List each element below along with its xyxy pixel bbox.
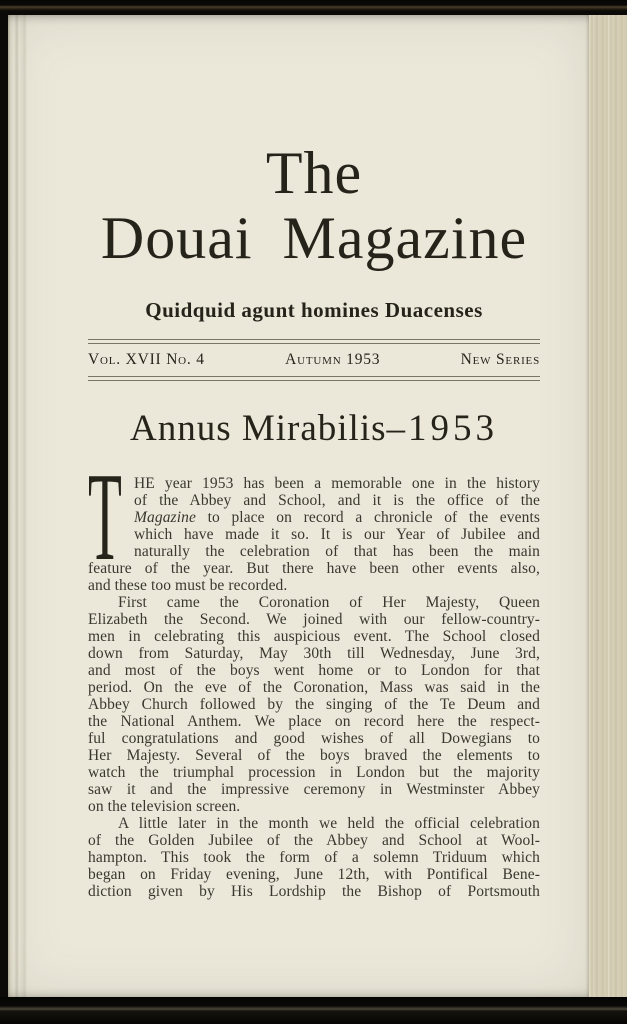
- article-title: [88, 408, 540, 450]
- text-line: of the Golden Jubilee of the Abbey and School at Wool-: [88, 831, 540, 849]
- text-line: diction given by His Lordship the Bishop of Portsmouth: [88, 882, 540, 900]
- magazine-page: [8, 15, 589, 997]
- issue-line: [88, 350, 540, 370]
- text-line: A little later in the month we held the official celebration: [118, 814, 540, 832]
- text-line: HE year 1953 has been a memorable one in the history: [134, 474, 540, 492]
- article-body: [88, 447, 540, 900]
- paragraph: [88, 594, 540, 815]
- text-line: the National Anthem. We place on record here the respect-: [88, 712, 540, 730]
- text-line: men in celebrating this auspicious event. The School closed: [88, 627, 540, 645]
- text-line: watch the triumphal procession in London but the majority: [88, 763, 540, 781]
- book-fore-edge-pages: [589, 15, 627, 997]
- bottom-black-border: [0, 997, 627, 1024]
- text-line: down from Saturday, May 30th till Wednesday, June 3rd,: [88, 644, 540, 662]
- text-line: Abbey Church followed by the singing of the Te Deum and: [88, 695, 540, 713]
- issue-volume: Vol. XVII No. 4: [88, 351, 205, 368]
- text-line: on the television screen.: [88, 797, 241, 815]
- issue-series: New Series: [460, 351, 540, 368]
- double-rule-top: [88, 339, 540, 344]
- magazine-title-line2: Douai Magazine: [100, 205, 528, 271]
- text-line: which have made it so. It is our Year of Jubilee and: [134, 525, 540, 543]
- issue-season: Autumn 1953: [285, 351, 381, 368]
- masthead: [88, 140, 540, 323]
- text-line: hampton. This took the form of a solemn Triduum which: [88, 848, 540, 866]
- text-line: period. On the eve of the Coronation, Mass was said in the: [88, 678, 540, 696]
- top-black-border: [0, 0, 627, 15]
- page-content: [8, 15, 589, 900]
- article-title-year: 1953: [408, 408, 499, 449]
- magazine-title-line1: The: [265, 140, 363, 206]
- text-line: began on Friday evening, June 12th, with Pontifical Bene-: [88, 865, 540, 883]
- text-line: First came the Coronation of Her Majesty, Queen: [118, 593, 540, 611]
- text-line: Her Majesty. Several of the boys braved the elements to: [88, 746, 540, 764]
- text-line: Elizabeth the Second. We joined with our fellow-country-: [88, 610, 540, 628]
- text-line: Magazine to place on record a chronicle of the events: [134, 508, 540, 526]
- magazine-motto: Quidquid agunt homines Duacenses: [145, 298, 483, 322]
- text-line: of the Abbey and School, and it is the office of the: [134, 491, 540, 509]
- paragraph: [88, 815, 540, 900]
- text-line: ful congratulations and good wishes of all Dowegians to: [88, 729, 540, 747]
- paragraph: [88, 447, 540, 594]
- article-title-main: Annus Mirabilis–: [129, 408, 407, 449]
- text-line: and most of the boys went home or to London for that: [88, 661, 540, 679]
- text-line: and these too must be recorded.: [88, 576, 288, 594]
- text-line: naturally the celebration of that has been the main: [134, 542, 540, 560]
- text-line: feature of the year. But there have been other events also,: [88, 559, 540, 577]
- double-rule-bottom: [88, 376, 540, 381]
- drop-cap: T: [88, 447, 122, 587]
- text-line: saw it and the impressive ceremony in Westminster Abbey: [88, 780, 540, 798]
